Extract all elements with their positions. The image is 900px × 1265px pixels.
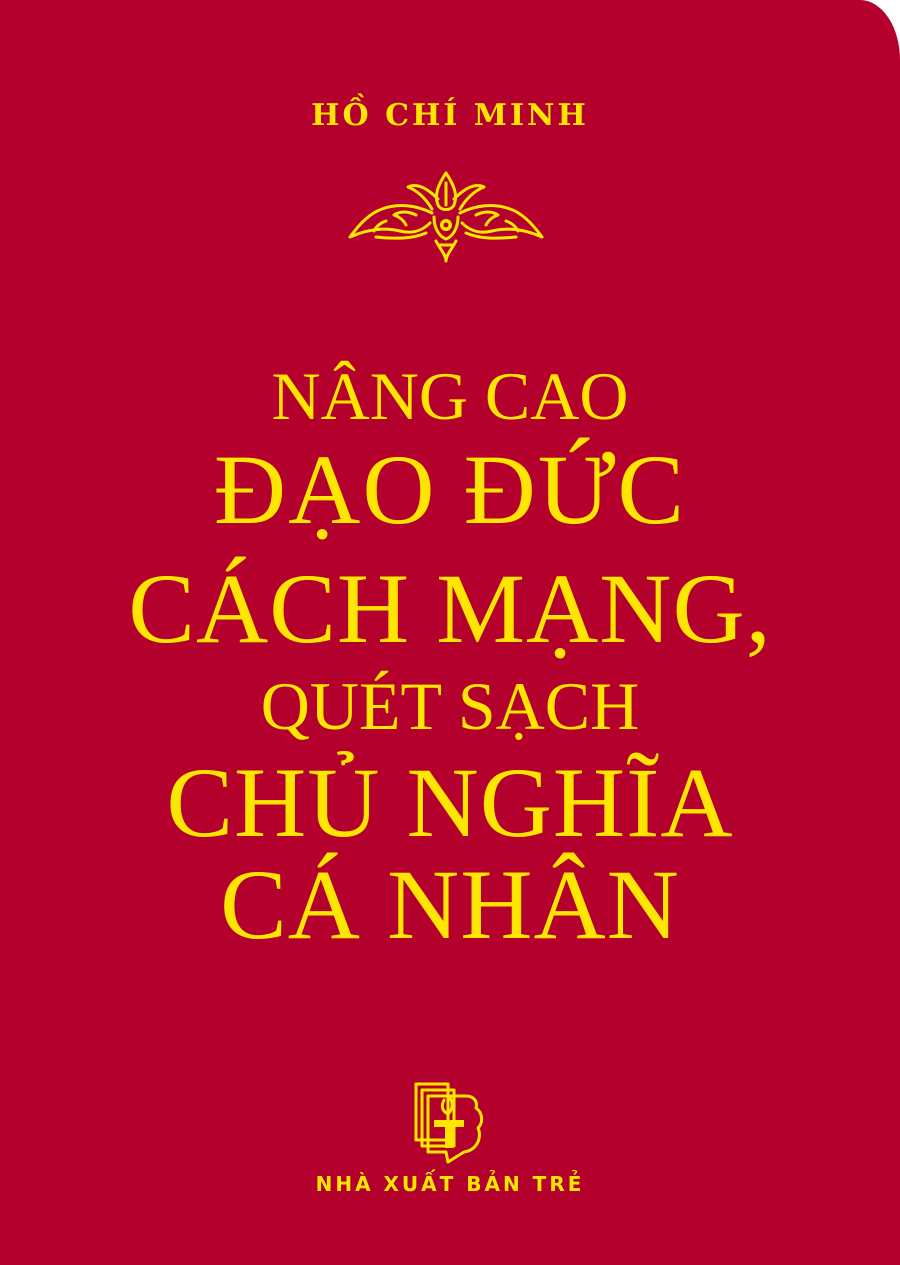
publisher-logo-icon (408, 1078, 488, 1166)
author-name: HỒ CHÍ MINH (311, 98, 589, 133)
title-line-1: NÂNG CAO (271, 358, 629, 434)
title-line-3: CÁCH MẠNG, (128, 553, 772, 664)
title-line-2: ĐẠO ĐỨC (213, 434, 687, 545)
title-line-5: CHỦ NGHĨA (166, 747, 734, 858)
lotus-ornament-icon (345, 165, 547, 265)
publisher-name: NHÀ XUẤT BẢN TRẺ (315, 1172, 585, 1196)
title-line-4: QUÉT SẠCH (260, 668, 640, 744)
title-line-6: CÁ NHÂN (220, 849, 680, 960)
